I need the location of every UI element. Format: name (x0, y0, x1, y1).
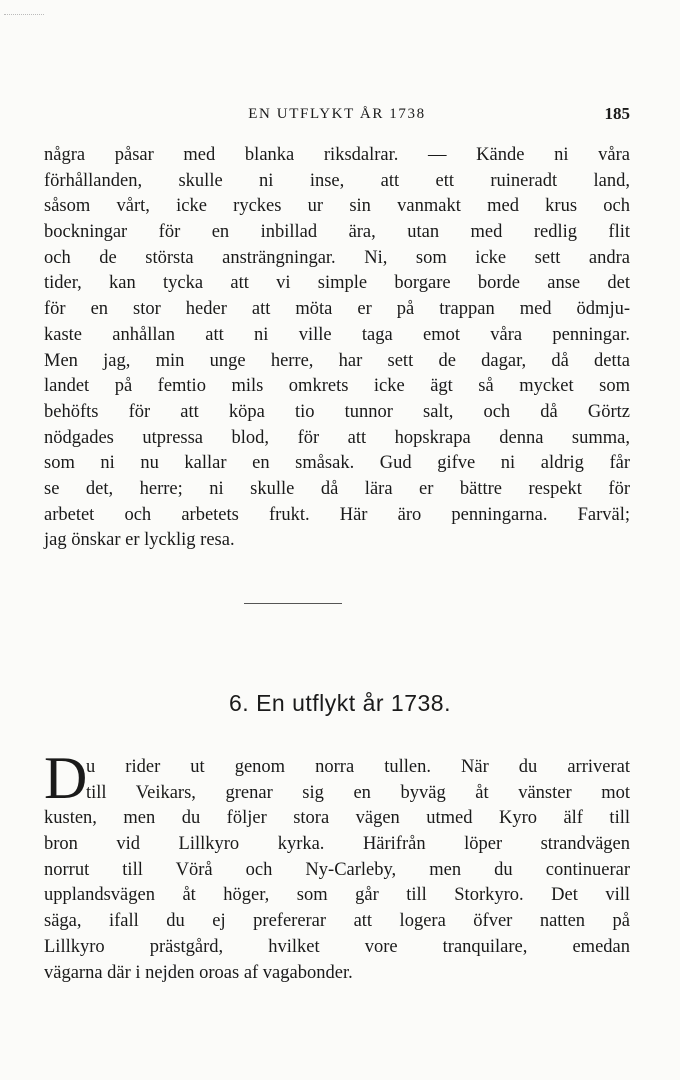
chapter-heading: 6. En utflykt år 1738. (229, 690, 451, 716)
text-line: upplandsvägen åt höger, som går till Storkyro. Det vill (44, 885, 630, 906)
text-line: till Veikars, grenar sig en byväg åt vänster mot (86, 782, 630, 803)
text-line: se det, herre; ni skulle då lära er bättre respekt för (44, 478, 630, 499)
paragraph-2 (44, 755, 630, 986)
text-line: tider, kan tycka att vi simple borgare borde anse det (44, 273, 630, 294)
text-line: säga, ifall du ej prefererar att logera öfver natten på (44, 911, 630, 932)
text-line: kusten, men du följer stora vägen utmed Kyro älf till (44, 808, 630, 829)
section-divider (244, 603, 342, 604)
text-line: förhållanden, skulle ni inse, att ett ruineradt land, (44, 170, 630, 191)
text-line: behöfts för att köpa tio tunnor salt, och då Görtz (44, 401, 630, 422)
text-line: landet på femtio mils omkrets icke ägt så mycket som (44, 376, 630, 397)
text-line: arbetet och arbetets frukt. Här äro penningarna. Farväl; (44, 504, 630, 525)
text-line: såsom vårt, icke ryckes ur sin vanmakt med krus och (44, 196, 630, 217)
scan-corner-mark (4, 14, 44, 15)
text-line: jag önskar er lycklig resa. (44, 530, 235, 551)
page-number: 185 (604, 104, 630, 123)
text-line: u rider ut genom norra tullen. När du arriverat (86, 757, 630, 777)
text-line: som ni nu kallar en småsak. Gud gifve ni aldrig får (44, 453, 630, 474)
running-title: EN UTFLYKT ÅR 1738 (248, 106, 426, 122)
drop-cap: D (44, 745, 88, 811)
text-line: vägarna där i nejden oroas af vagabonder. (44, 962, 353, 983)
text-line: Lillkyro prästgård, hvilket vore tranquilare, emedan (44, 936, 630, 957)
text-line: Men jag, min unge herre, har sett de dagar, då detta (44, 350, 630, 371)
text-line: bockningar för en inbillad ära, utan med redlig flit (44, 222, 630, 243)
running-head (44, 104, 630, 128)
text-line: och de största ansträngningar. Ni, som icke sett andra (44, 247, 630, 268)
text-line: några påsar med blanka riksdalrar. — Kände ni våra (44, 145, 630, 165)
text-line: norrut till Vörå och Ny-Carleby, men du continuerar (44, 859, 630, 880)
text-line: nödgades utpressa blod, för att hopskrapa denna summa, (44, 427, 630, 448)
text-line: kaste anhållan att ni ville taga emot våra penningar. (44, 324, 630, 345)
paragraph-1 (44, 143, 630, 554)
text-line: bron vid Lillkyro kyrka. Härifrån löper strandvägen (44, 834, 630, 855)
text-line: för en stor heder att möta er på trappan med ödmju- (44, 299, 630, 320)
